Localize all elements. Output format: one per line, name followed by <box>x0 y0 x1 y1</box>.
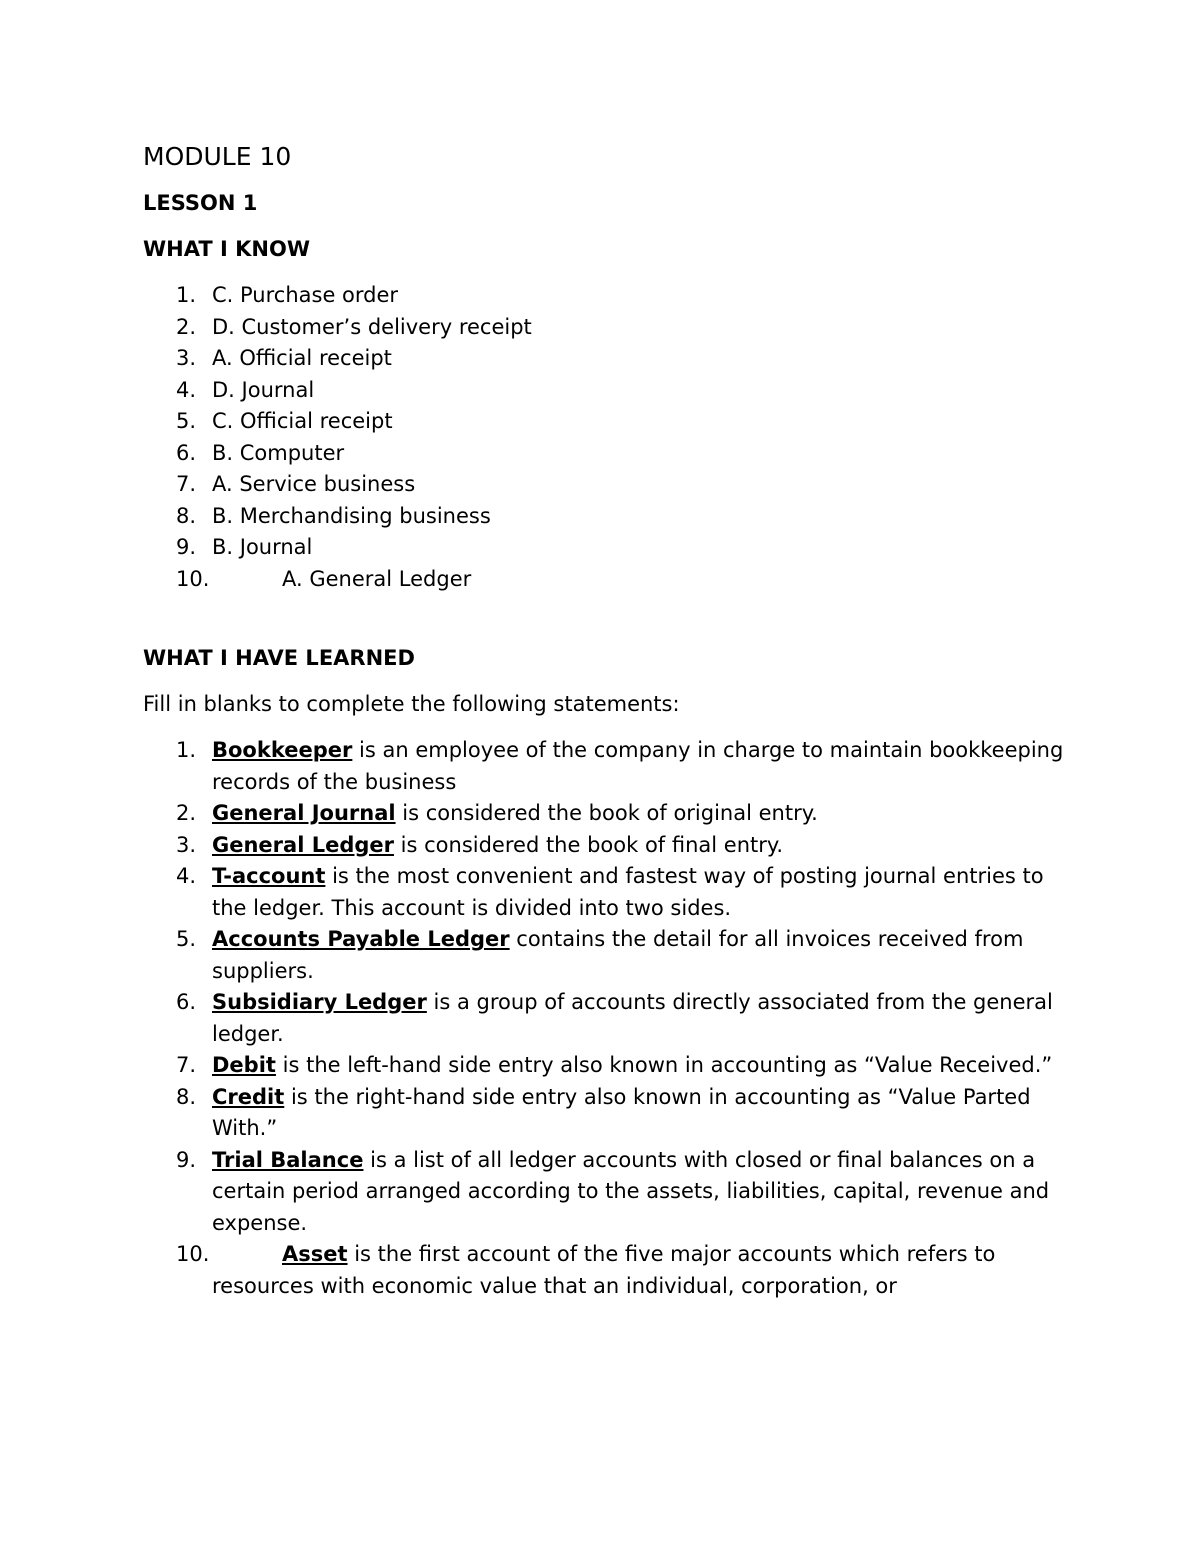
item-number: 6. <box>176 440 197 465</box>
item-text: B. Merchandising business <box>212 503 491 528</box>
item-number: 7. <box>176 472 197 496</box>
item-text <box>212 924 1073 987</box>
what-i-know-heading: WHAT I KNOW <box>143 237 310 261</box>
item-text: B. Journal <box>212 535 313 559</box>
item-text: C. Purchase order <box>212 283 399 307</box>
section-spacer <box>143 595 1073 643</box>
statement-text: is the right-hand side entry also known in accounting as “Value Parted With.” <box>212 1084 1031 1140</box>
statement-text: is considered the book of final entry. <box>394 832 783 857</box>
statement-text: is a list of all ledger accounts with closed or final balances on a certain period arranged according to the assets, liabilities, capital, revenue and expense. <box>212 1147 1050 1235</box>
what-i-have-learned-list <box>143 735 1073 1302</box>
item-number: 8. <box>176 1084 197 1109</box>
item-number: 9. <box>176 1147 197 1172</box>
item-number: 6. <box>176 990 197 1014</box>
list-item <box>143 830 1073 862</box>
item-text: B. Computer <box>212 440 345 465</box>
item-text <box>212 861 1073 924</box>
answer-term: Credit <box>212 1084 285 1109</box>
item-number: 5. <box>176 927 197 951</box>
list-item <box>143 564 1073 596</box>
module-title: MODULE 10 <box>143 142 292 171</box>
item-text <box>212 1050 1073 1082</box>
item-number: 9. <box>176 535 197 559</box>
item-number: 8. <box>176 503 197 528</box>
statement-text: contains the detail for all invoices received from suppliers. <box>212 927 1024 983</box>
item-number: 4. <box>176 864 197 888</box>
item-number: 3. <box>176 832 197 857</box>
list-item <box>143 469 1073 501</box>
item-text <box>212 1082 1073 1145</box>
item-text: D. Customer’s delivery receipt <box>212 314 532 339</box>
item-number: 7. <box>176 1053 197 1077</box>
item-text <box>212 735 1073 798</box>
list-item <box>143 1050 1073 1082</box>
what-i-know-list <box>143 280 1073 595</box>
list-item <box>143 1145 1073 1240</box>
list-item <box>143 987 1073 1050</box>
answer-term: Subsidiary Ledger <box>212 990 427 1014</box>
item-number: 2. <box>176 801 197 825</box>
item-number: 5. <box>176 409 197 433</box>
answer-term: Asset <box>282 1242 348 1266</box>
statement-text: is the left-hand side entry also known in accounting as “Value Received.” <box>275 1053 1053 1077</box>
item-number: 4. <box>176 377 197 402</box>
answer-term: Trial Balance <box>212 1147 364 1172</box>
statement-text: is a group of accounts directly associated from the general ledger. <box>212 990 1053 1046</box>
statement-text: is considered the book of original entry. <box>395 801 818 825</box>
item-text: D. Journal <box>212 377 315 402</box>
list-item <box>143 735 1073 798</box>
answer-term: General Ledger <box>212 832 394 857</box>
list-item <box>143 1239 1073 1302</box>
list-item <box>143 280 1073 312</box>
statement-text: is an employee of the company in charge to maintain bookkeeping records of the business <box>212 738 1064 794</box>
item-number: 1. <box>176 738 197 762</box>
statement-text: is the most convenient and fastest way of posting journal entries to the ledger. This account is divided into two sides. <box>212 864 1044 920</box>
list-item <box>143 312 1073 344</box>
lesson-title: LESSON 1 <box>143 191 258 215</box>
item-text: A. General Ledger <box>282 566 472 591</box>
answer-term: Debit <box>212 1053 276 1077</box>
item-number: 3. <box>176 346 197 370</box>
list-item <box>143 1082 1073 1145</box>
statement-text: is the first account of the five major accounts which refers to resources with economic value that an individual, corporation, or <box>212 1242 996 1298</box>
item-text <box>212 987 1073 1050</box>
list-item <box>143 532 1073 564</box>
list-item <box>143 861 1073 924</box>
item-number: 2. <box>176 314 197 339</box>
list-item <box>143 438 1073 470</box>
item-number: 10. <box>176 1242 210 1266</box>
item-text: A. Service business <box>212 472 416 496</box>
what-i-have-learned-heading: WHAT I HAVE LEARNED <box>143 646 415 670</box>
item-text <box>212 1145 1073 1240</box>
item-text: C. Official receipt <box>212 409 393 433</box>
list-item <box>143 501 1073 533</box>
item-number: 10. <box>176 566 210 591</box>
list-item <box>143 798 1073 830</box>
document-content <box>143 138 1073 1302</box>
list-item <box>143 924 1073 987</box>
answer-term: Accounts Payable Ledger <box>212 927 510 951</box>
answer-term: General Journal <box>212 801 396 825</box>
item-text <box>212 798 1073 830</box>
item-text: A. Official receipt <box>212 346 392 370</box>
answer-term: Bookkeeper <box>212 738 353 762</box>
list-item <box>143 375 1073 407</box>
item-number: 1. <box>176 283 197 307</box>
list-item <box>143 406 1073 438</box>
item-text <box>212 830 1073 862</box>
instructions-text: Fill in blanks to complete the following statements: <box>143 692 680 716</box>
list-item <box>143 343 1073 375</box>
answer-term: T-account <box>212 864 326 888</box>
